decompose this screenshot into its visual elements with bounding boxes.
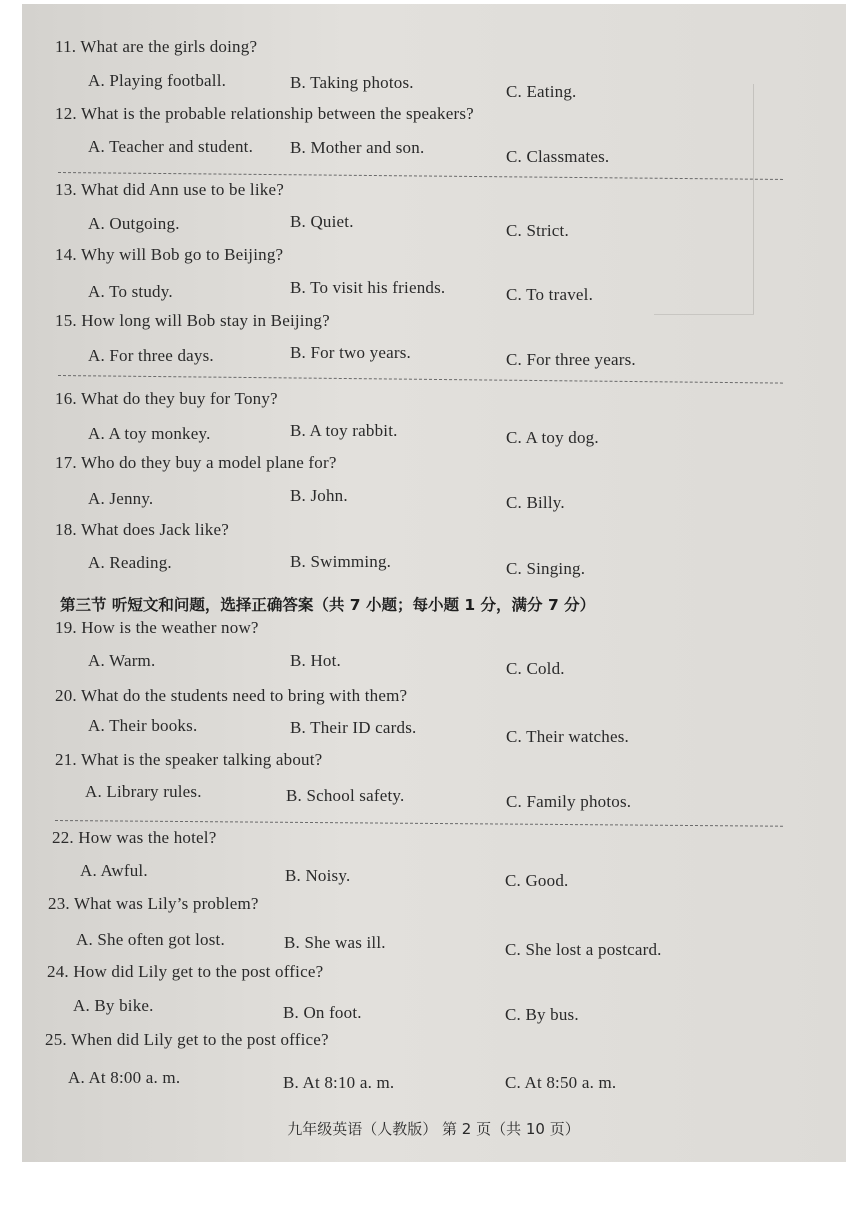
q13-option-a: A. Outgoing. [88,214,180,233]
q17-option-a: A. Jenny. [88,489,154,508]
q12-option-c: C. Classmates. [506,147,610,166]
q21-option-c: C. Family photos. [506,792,632,811]
q19-option-b: B. Hot. [290,651,341,670]
section-heading: 第三节 听短文和问题，选择正确答案（共 7 小题；每小题 1 分，满分 7 分） [60,596,596,614]
q15-option-a: A. For three days. [88,346,214,365]
q25-option-a: A. At 8:00 a. m. [68,1068,181,1087]
question-14: 14. Why will Bob go to Beijing? [55,245,284,264]
question-13: 13. What did Ann use to be like? [55,180,284,199]
question-21: 21. What is the speaker talking about? [55,750,323,769]
q20-option-a: A. Their books. [88,716,198,735]
q23-option-c: C. She lost a postcard. [505,940,662,959]
q22-option-c: C. Good. [505,871,569,890]
q18-option-a: A. Reading. [88,553,172,572]
question-12: 12. What is the probable relationship between the speakers? [55,104,474,123]
question-17: 17. Who do they buy a model plane for? [55,453,337,472]
q25-option-b: B. At 8:10 a. m. [283,1073,395,1092]
question-20: 20. What do the students need to bring with them? [55,686,408,705]
bleed-through-border [753,84,754,314]
q19-option-a: A. Warm. [88,651,156,670]
q16-option-c: C. A toy dog. [506,428,599,447]
q20-option-c: C. Their watches. [506,727,629,746]
q11-option-a: A. Playing football. [88,71,227,90]
q22-option-b: B. Noisy. [285,866,351,885]
q12-option-a: A. Teacher and student. [88,137,254,156]
q14-option-b: B. To visit his friends. [290,278,446,297]
question-18: 18. What does Jack like? [55,520,229,539]
question-19: 19. How is the weather now? [55,618,259,637]
q23-option-a: A. She often got lost. [76,930,225,949]
q13-option-c: C. Strict. [506,221,569,240]
q20-option-b: B. Their ID cards. [290,718,417,737]
q11-option-b: B. Taking photos. [290,73,414,92]
q16-option-a: A. A toy monkey. [88,424,211,443]
q22-option-a: A. Awful. [80,861,148,880]
q24-option-b: B. On foot. [283,1003,362,1022]
q14-option-a: A. To study. [88,282,173,301]
question-16: 16. What do they buy for Tony? [55,389,278,408]
q19-option-c: C. Cold. [506,659,565,678]
bleed-through-border [654,314,754,315]
page-footer: 九年级英语（人教版） 第 2 页（共 10 页） [287,1120,580,1138]
q14-option-c: C. To travel. [506,285,594,304]
q17-option-b: B. John. [290,486,348,505]
q24-option-a: A. By bike. [73,996,154,1015]
q15-option-c: C. For three years. [506,350,636,369]
q17-option-c: C. Billy. [506,493,565,512]
q15-option-b: B. For two years. [290,343,411,362]
q21-option-a: A. Library rules. [85,782,202,801]
question-25: 25. When did Lily get to the post office? [45,1030,329,1049]
q18-option-c: C. Singing. [506,559,586,578]
q25-option-c: C. At 8:50 a. m. [505,1073,617,1092]
q12-option-b: B. Mother and son. [290,138,425,157]
q21-option-b: B. School safety. [286,786,405,805]
q24-option-c: C. By bus. [505,1005,579,1024]
q18-option-b: B. Swimming. [290,552,392,571]
question-23: 23. What was Lily’s problem? [48,894,259,913]
q23-option-b: B. She was ill. [284,933,386,952]
q11-option-c: C. Eating. [506,82,577,101]
q13-option-b: B. Quiet. [290,212,354,231]
q16-option-b: B. A toy rabbit. [290,421,398,440]
question-22: 22. How was the hotel? [52,828,217,847]
question-15: 15. How long will Bob stay in Beijing? [55,311,330,330]
question-24: 24. How did Lily get to the post office? [47,962,324,981]
question-11: 11. What are the girls doing? [55,37,258,56]
